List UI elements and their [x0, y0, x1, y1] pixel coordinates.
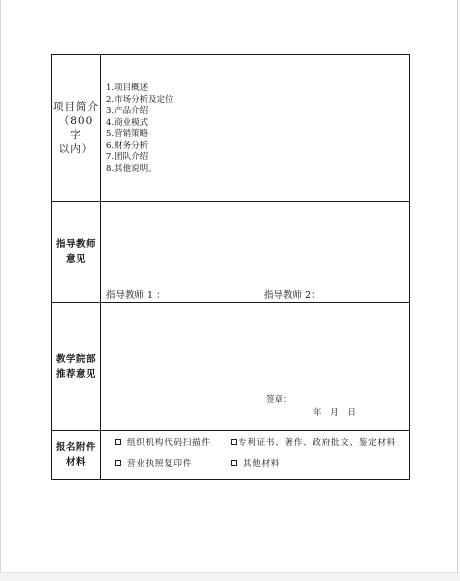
attachment-option-label: 组织机构代码扫描件 [127, 438, 211, 448]
project-intro-label [52, 100, 100, 156]
checkbox-icon[interactable] [115, 460, 121, 466]
department-recommendation-content[interactable] [101, 303, 409, 430]
attachments-content [101, 431, 409, 479]
attachments-label-line: 材料 [65, 457, 86, 468]
stamp-label: 签章： [266, 395, 292, 405]
attachments-row [52, 431, 409, 479]
outline-item: 8.其他说明。 [106, 163, 157, 174]
outline-item: 1.项目概述 [106, 83, 149, 93]
project-intro-label-line: 以内） [58, 143, 94, 155]
project-intro-content[interactable] [101, 55, 409, 201]
outline-item: 5.营销策略 [106, 129, 149, 139]
advisor-1-signature-label: 指导教师 1 ： [106, 290, 166, 301]
advisor-opinion-label-line: 意见 [65, 254, 86, 265]
advisor-opinion-content[interactable] [101, 202, 409, 302]
department-recommendation-label-line: 推荐意见 [55, 368, 96, 380]
attachment-option-label: 专利证书、著作、政府批文、鉴定材料 [238, 438, 397, 448]
outline-item: 4.商业模式 [106, 117, 149, 128]
attachments-label-line: 报名附件 [55, 442, 96, 453]
attachment-option-label: 营业执照复印件 [127, 459, 193, 469]
outline-item: 3.产品介绍 [106, 106, 149, 116]
advisor-opinion-label-cell [52, 202, 101, 302]
checkbox-icon[interactable] [231, 439, 237, 445]
department-recommendation-label-cell [52, 303, 101, 430]
page-edge-left [0, 0, 1, 580]
department-recommendation-label [56, 352, 96, 382]
project-intro-row [52, 55, 409, 202]
page-edge-right [457, 0, 458, 580]
advisor-opinion-label [56, 237, 96, 267]
attachment-option-patents[interactable] [231, 436, 396, 448]
outline-item: 6.财务分析 [106, 140, 149, 151]
project-intro-label-line: （800 字 [58, 115, 94, 141]
project-intro-label-cell [52, 55, 101, 201]
advisor-2-signature-label: 指导教师 2： [264, 290, 321, 301]
outline-item: 7.团队介绍 [106, 152, 149, 162]
checkbox-icon[interactable] [231, 460, 237, 466]
advisor-opinion-label-line: 指导教师 [55, 239, 96, 250]
checkbox-icon[interactable] [115, 439, 121, 445]
application-form-table [51, 54, 410, 480]
attachment-option-other[interactable] [231, 457, 280, 469]
attachment-option-org-code[interactable] [115, 436, 211, 448]
attachment-option-label: 其他材料 [243, 459, 281, 469]
date-line: 年 月 日 [313, 408, 356, 418]
advisor-opinion-row [52, 202, 409, 303]
department-recommendation-row [52, 303, 409, 431]
project-intro-label-line: 项目简介 [53, 101, 99, 113]
outline-item: 2.市场分析及定位 [106, 94, 174, 105]
department-recommendation-label-line: 教学院部 [55, 353, 96, 365]
attachments-label [56, 440, 96, 470]
project-intro-outline [106, 83, 174, 175]
attachment-option-business-license[interactable] [115, 457, 192, 469]
attachments-label-cell [52, 431, 101, 479]
